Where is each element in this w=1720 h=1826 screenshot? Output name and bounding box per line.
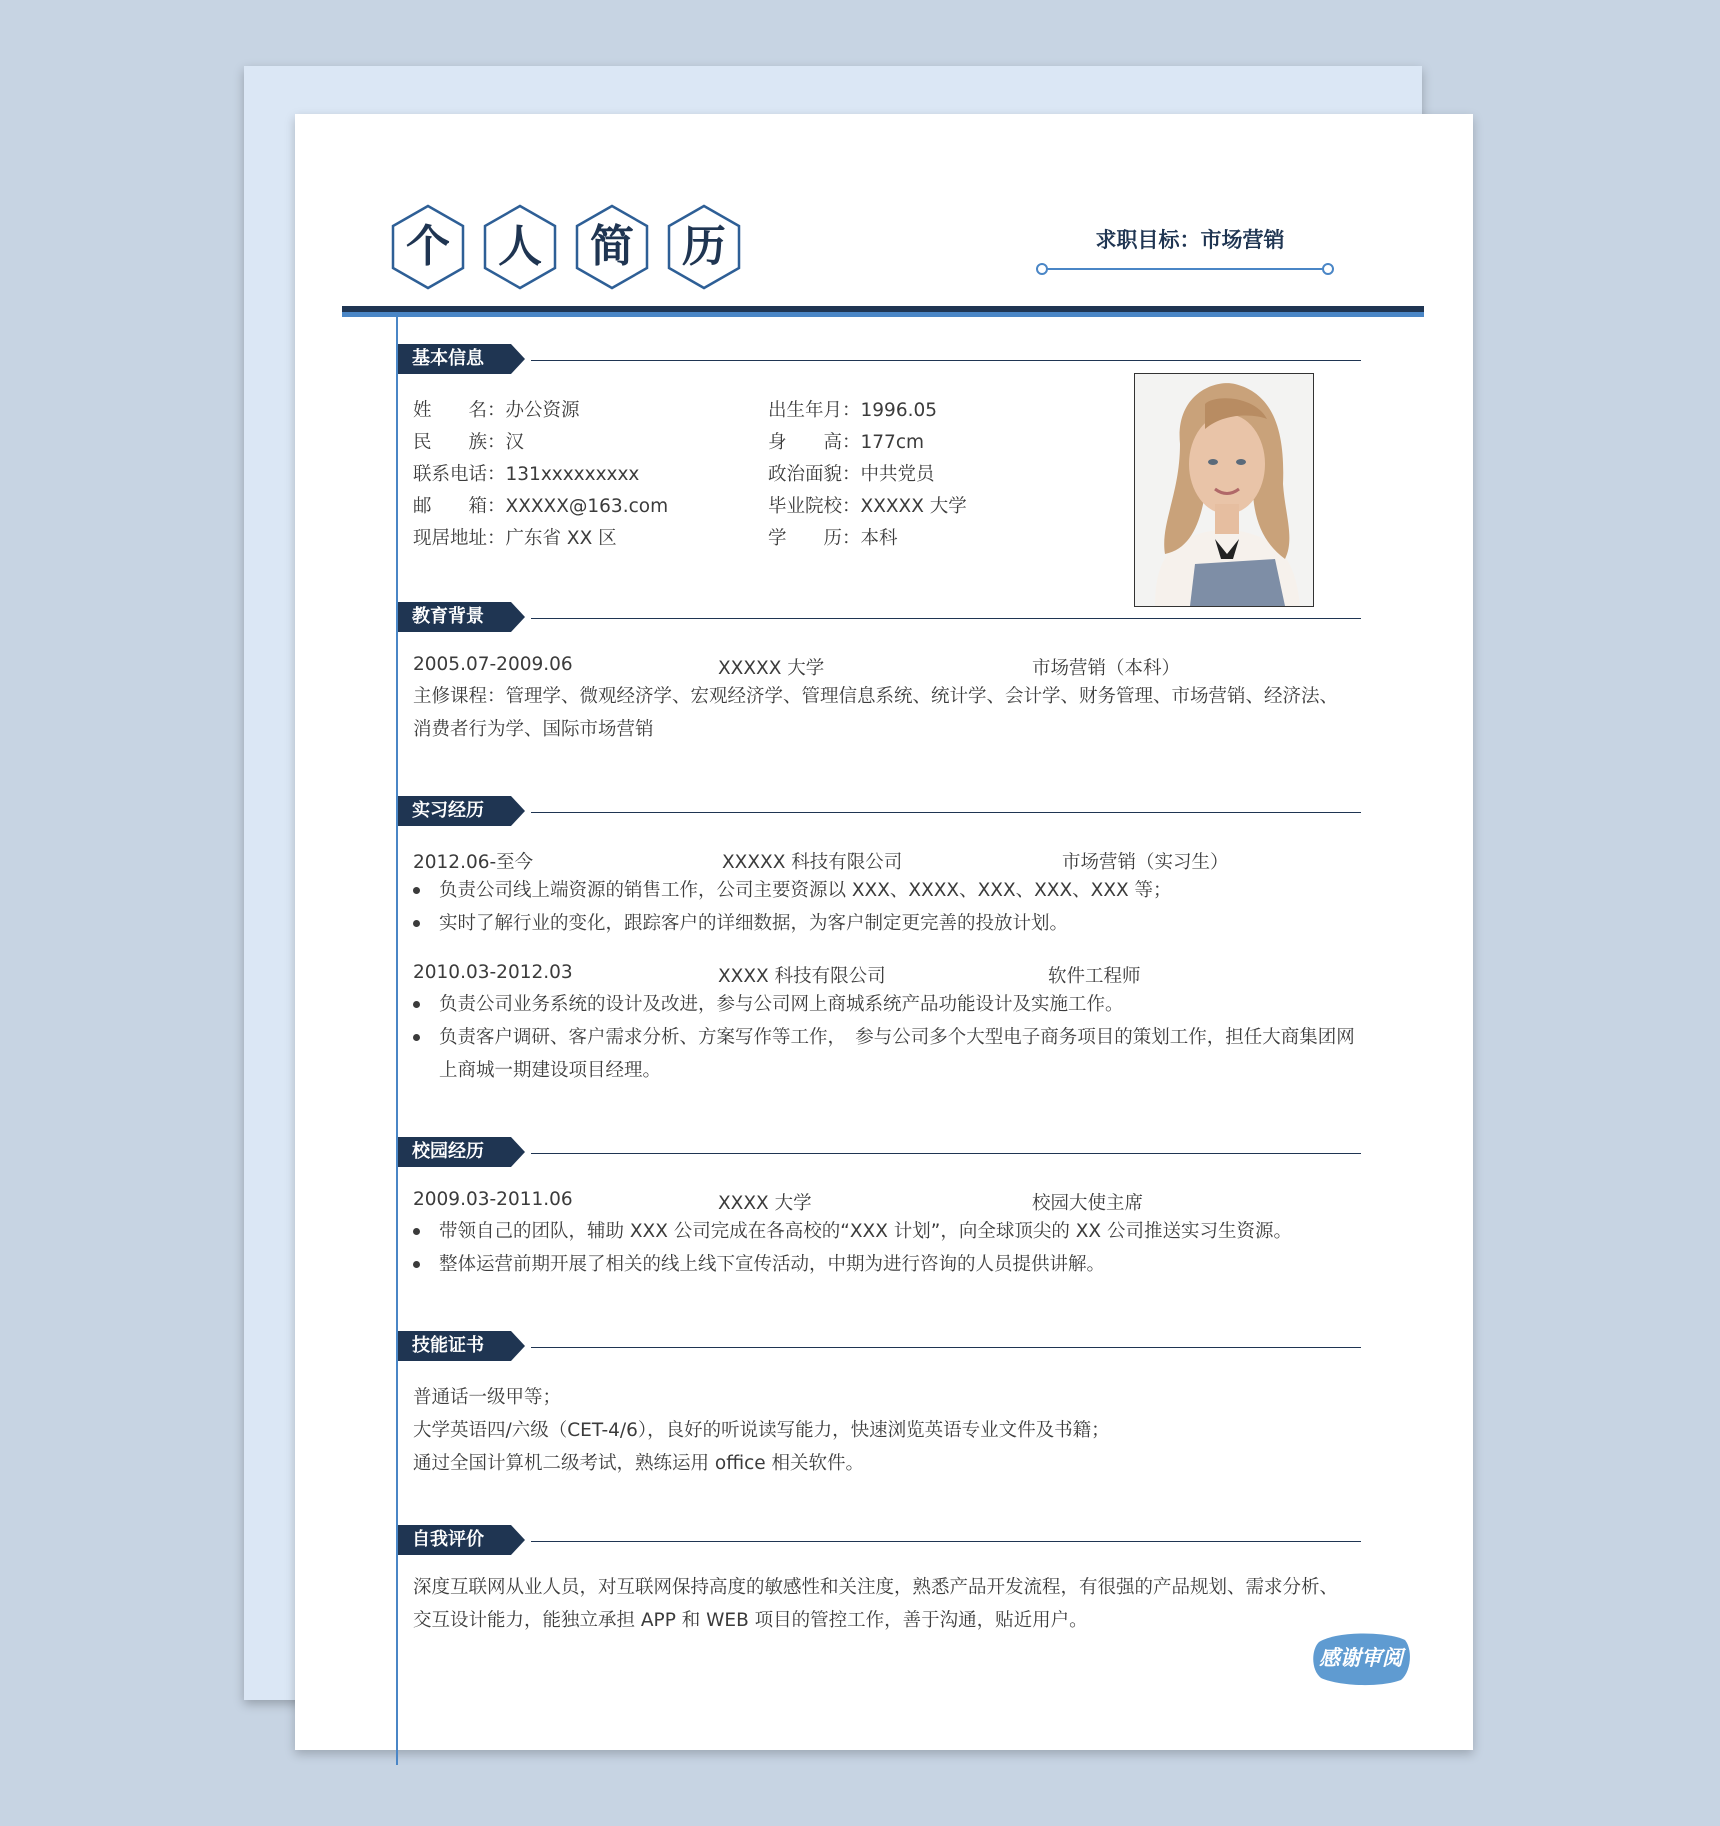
edu-courses: 主修课程：管理学、微观经济学、宏观经济学、管理信息系统、统计学、会计学、财务管理、市场营销、经济法、消费者行为学、国际市场营销	[413, 686, 1339, 740]
info-phone: 联系电话：131xxxxxxxxx	[413, 464, 640, 485]
skill-item: 通过全国计算机二级考试，熟练运用 office 相关软件。	[413, 1453, 865, 1474]
title-char: 简	[590, 221, 634, 272]
section-tag-education: 教育背景	[398, 602, 528, 632]
profile-photo	[1134, 373, 1314, 607]
job-bullet: 负责客户调研、客户需求分析、方案写作等工作， 参与公司多个大型电子商务项目的策划工作，担任大商集团网上商城一期建设项目经理。	[439, 1021, 1359, 1087]
info-ethnicity: 民 族：汉	[413, 432, 525, 453]
info-address: 现居地址：广东省 XX 区	[413, 528, 617, 549]
section-tag-self: 自我评价	[398, 1525, 528, 1555]
job-date: 2012.06-至今	[413, 852, 534, 873]
job-company: XXXX 科技有限公司	[718, 966, 886, 987]
skill-item: 大学英语四/六级（CET-4/6），良好的听说读写能力，快速浏览英语专业文件及书籍；	[413, 1420, 1110, 1441]
title-char: 历	[682, 221, 726, 272]
job-date: 2010.03-2012.03	[413, 962, 573, 983]
section-tag-basic: 基本信息	[398, 344, 528, 374]
edu-school: XXXXX 大学	[718, 658, 825, 679]
edu-major: 市场营销（本科）	[1032, 658, 1181, 679]
section-rule	[531, 812, 1361, 813]
section-rule	[531, 618, 1361, 619]
job-bullet: 负责公司线上端资源的销售工作，公司主要资源以 XXX、XXXX、XXX、XXX、XXX 等；	[439, 874, 1359, 907]
edu-date: 2005.07-2009.06	[413, 654, 573, 675]
info-birth: 出生年月：1996.05	[768, 400, 938, 421]
info-height: 身 高：177cm	[768, 432, 925, 453]
campus-bullet: 整体运营前期开展了相关的线上线下宣传活动，中期为进行咨询的人员提供讲解。	[439, 1248, 1359, 1281]
job-bullet: 负责公司业务系统的设计及改进，参与公司网上商城系统产品功能设计及实施工作。	[439, 988, 1359, 1021]
section-rule	[531, 1541, 1361, 1542]
resume-sheet	[295, 114, 1473, 1750]
job-role: 市场营销（实习生）	[1062, 852, 1229, 873]
info-degree: 学 历：本科	[768, 528, 898, 549]
title-hex-3	[574, 204, 650, 290]
campus-role: 校园大使主席	[1032, 1193, 1144, 1214]
info-email: 邮 箱：XXXXX@163.com	[413, 496, 669, 517]
job-company: XXXXX 科技有限公司	[722, 852, 903, 873]
title-hex-4	[666, 204, 742, 290]
campus-date: 2009.03-2011.06	[413, 1189, 573, 1210]
section-rule	[531, 1347, 1361, 1348]
info-political: 政治面貌：中共党员	[768, 464, 935, 485]
info-university: 毕业院校：XXXXX 大学	[768, 496, 967, 517]
skill-item: 普通话一级甲等；	[413, 1387, 562, 1408]
info-name: 姓 名：办公资源	[413, 400, 580, 421]
job-goal: 求职目标：市场营销	[1095, 228, 1285, 252]
job-bullet: 实时了解行业的变化，跟踪客户的详细数据，为客户制定更完善的投放计划。	[439, 907, 1359, 940]
thanks-stamp: 感谢审阅	[1309, 1628, 1413, 1688]
section-tag-internship: 实习经历	[398, 796, 528, 826]
campus-school: XXXX 大学	[718, 1193, 812, 1214]
title-hex-2	[482, 204, 558, 290]
title-char: 个	[406, 221, 450, 272]
section-rule	[531, 1153, 1361, 1154]
title-char: 人	[498, 221, 542, 272]
section-tag-campus: 校园经历	[398, 1137, 528, 1167]
goal-underline	[1035, 262, 1335, 276]
section-rule	[531, 360, 1361, 361]
job-role: 软件工程师	[1048, 966, 1141, 987]
title-hex-1	[390, 204, 466, 290]
campus-bullet: 带领自己的团队，辅助 XXX 公司完成在各高校的“XXX 计划”，向全球顶尖的 XX 公司推送实习生资源。	[439, 1215, 1359, 1248]
header-rule-accent	[342, 312, 1424, 317]
section-tag-skills: 技能证书	[398, 1331, 528, 1361]
self-evaluation: 深度互联网从业人员，对互联网保持高度的敏感性和关注度，熟悉产品开发流程，有很强的产品规划、需求分析、交互设计能力，能独立承担 APP 和 WEB 项目的管控工作，善于沟通，贴近用户。	[413, 1577, 1339, 1631]
